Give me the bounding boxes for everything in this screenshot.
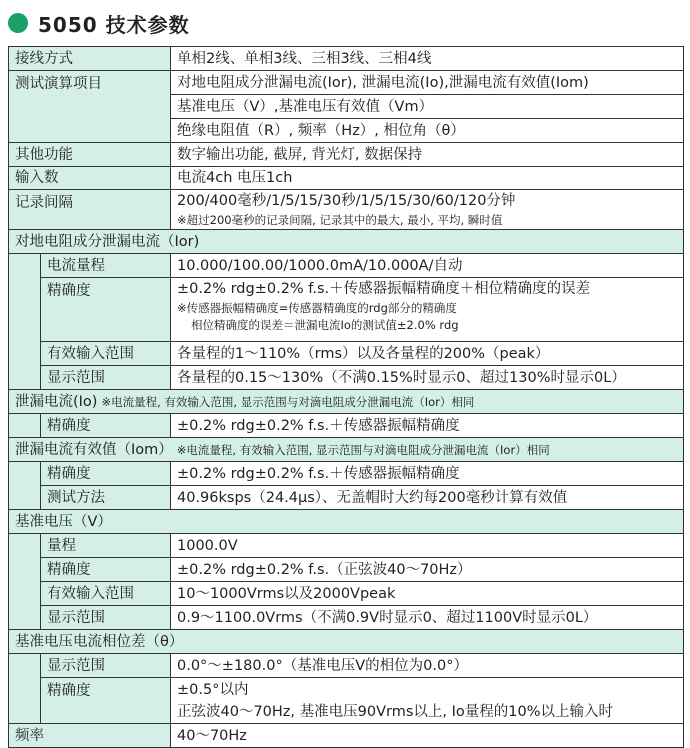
other-label: 其他功能 (9, 143, 171, 167)
iom-note: ※电流量程, 有效输入范围, 显示范围与对滴电阻成分泄漏电流（Ior）相同 (176, 442, 550, 457)
items-label: 测试演算项目 (9, 71, 171, 143)
iom-method-value: 40.96ksps（24.4μs）、无盖帽时大约每200毫秒计算有效值 (171, 486, 684, 510)
row-iom-header (9, 438, 684, 462)
iom-acc-label: 精确度 (41, 462, 171, 486)
freq-label: 频率 (9, 724, 171, 748)
spec-table (8, 46, 684, 748)
items-value-2: 基准电压（V）,基准电压有效值（Vm） (171, 95, 684, 119)
freq-value: 40～70Hz (171, 724, 684, 748)
wiring-value: 单相2线、单相3线、三相3线、三相4线 (171, 47, 684, 71)
v-acc-label: 精确度 (41, 558, 171, 582)
items-value-1: 对地电阻成分泄漏电流(Ior), 泄漏电流(Io),泄漏电流有效值(Iom) (171, 71, 684, 95)
interval-label: 记录间隔 (9, 190, 171, 230)
v-disp-value: 0.9～1100.0Vrms（不满0.9V时显示0、超过1100V时显示0L） (171, 606, 684, 630)
v-indent (9, 534, 41, 630)
phase-disp-label: 显示范围 (41, 654, 171, 678)
ior-eff-value: 各量程的1～110%（rms）以及各量程的200%（peak） (171, 342, 684, 366)
phase-indent (9, 654, 41, 724)
io-acc-value: ±0.2% rdg±0.2% f.s.＋传感器振幅精确度 (171, 414, 684, 438)
other-value: 数字输出功能, 截屏, 背光灯, 数据保持 (171, 143, 684, 167)
row-ior-header (9, 230, 684, 254)
interval-value: 200/400毫秒/1/5/15/30秒/1/5/15/30/60/120分钟 (177, 193, 516, 209)
ior-disp-value: 各量程的0.15～130%（不满0.15%时显示0、超过130%时显示0L） (171, 366, 684, 390)
iom-acc-value: ±0.2% rdg±0.2% f.s.＋传感器振幅精确度 (171, 462, 684, 486)
interval-note: ※超过200毫秒的记录间隔, 记录其中的最大, 最小, 平均, 瞬时值 (177, 213, 503, 227)
iom-label: 泄漏电流有效值（Iom） (15, 441, 173, 458)
v-range-label: 量程 (41, 534, 171, 558)
bullet-icon (8, 13, 28, 33)
ior-eff-label: 有效输入范围 (41, 342, 171, 366)
v-acc-value: ±0.2% rdg±0.2% f.s.（正弦波40～70Hz） (171, 558, 684, 582)
row-wiring (9, 47, 684, 71)
ior-acc-label: 精确度 (41, 278, 171, 342)
page-title: 5050 技术参数 (38, 12, 190, 37)
phase-acc-label: 精确度 (41, 678, 171, 724)
ior-indent (9, 254, 41, 390)
io-note: ※电流量程, 有效输入范围, 显示范围与对滴电阻成分泄漏电流（Ior）相同 (101, 394, 475, 409)
row-io-header (9, 390, 684, 414)
row-interval (9, 190, 684, 230)
phase-disp-value: 0.0°～±180.0°（基准电压V的相位为0.0°） (171, 654, 684, 678)
inputs-label: 输入数 (9, 167, 171, 190)
v-eff-value: 10～1000Vrms以及2000Vpeak (171, 582, 684, 606)
row-items-1 (9, 71, 684, 95)
phase-label: 基准电压电流相位差（θ） (9, 630, 684, 654)
v-disp-label: 显示范围 (41, 606, 171, 630)
v-range-value: 1000.0V (171, 534, 684, 558)
ior-disp-label: 显示范围 (41, 366, 171, 390)
io-acc-label: 精确度 (41, 414, 171, 438)
v-label: 基准电压（V） (9, 510, 684, 534)
row-freq (9, 724, 684, 748)
phase-acc-value-2: 正弦波40～70Hz, 基准电压90Vrms以上, Io量程的10%以上输入时 (177, 703, 613, 720)
page-header (8, 8, 190, 38)
io-label: 泄漏电流(Io) (15, 393, 98, 410)
iom-method-label: 测试方法 (41, 486, 171, 510)
ior-acc-value: ±0.2% rdg±0.2% f.s.＋传感器振幅精确度＋相位精确度的误差 (177, 281, 591, 297)
inputs-value: 电流4ch 电压1ch (171, 167, 684, 190)
ior-acc-note-1: ※传感器振幅精确度=传感器精确度的rdg部分的精确度 (177, 301, 457, 315)
ior-range-value: 10.000/100.00/1000.0mA/10.000A/自动 (171, 254, 684, 278)
row-v-header (9, 510, 684, 534)
iom-indent (9, 462, 41, 510)
phase-acc-value-1: ±0.5°以内 (177, 681, 249, 698)
row-other (9, 143, 684, 167)
wiring-label: 接线方式 (9, 47, 171, 71)
row-phase-header (9, 630, 684, 654)
ior-range-label: 电流量程 (41, 254, 171, 278)
row-inputs (9, 167, 684, 190)
v-eff-label: 有效输入范围 (41, 582, 171, 606)
items-value-3: 绝缘电阻值（R）, 频率（Hz）, 相位角（θ） (171, 119, 684, 143)
ior-label: 对地电阻成分泄漏电流（Ior) (9, 230, 684, 254)
ior-acc-note-2: 相位精确度的误差＝泄漏电流Io的测试值±2.0% rdg (191, 318, 459, 332)
io-indent (9, 414, 41, 438)
